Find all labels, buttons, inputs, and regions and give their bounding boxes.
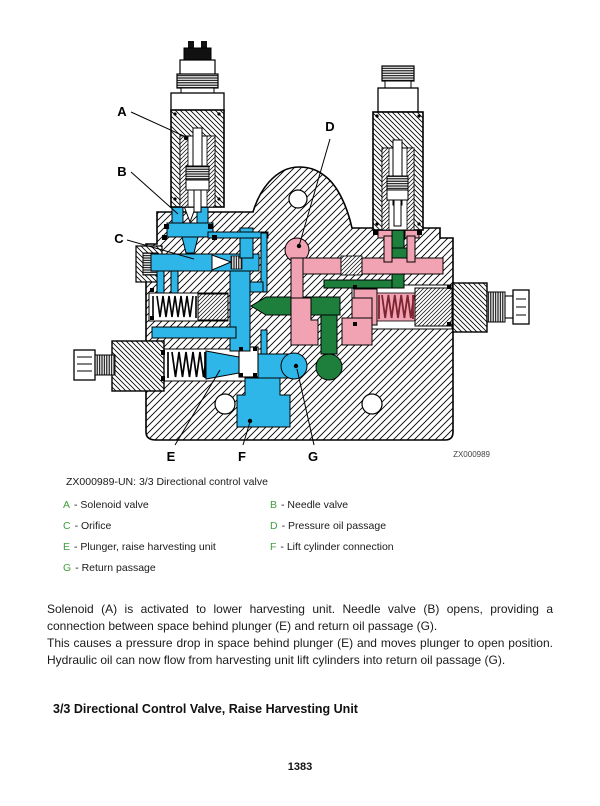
casting-hole (215, 394, 235, 414)
bolt-left (74, 341, 164, 391)
figure-legend (63, 495, 394, 579)
figure-code: ZX000989 (453, 450, 490, 459)
casting-hole (362, 394, 382, 414)
legend-item-b (270, 495, 394, 516)
legend-item-d (270, 516, 394, 537)
section-heading: 3/3 Directional Control Valve, Raise Harvesting Unit (53, 702, 358, 716)
legend-letter: E (63, 541, 71, 553)
bolt-right (453, 283, 529, 332)
legend-text: - Plunger, raise harvesting unit (74, 541, 216, 553)
label-a: A (117, 104, 127, 119)
legend-text: - Needle valve (281, 499, 349, 511)
legend-text: - Orifice (74, 520, 112, 532)
legend-letter: B (270, 499, 278, 511)
legend-text: - Lift cylinder connection (280, 541, 394, 553)
label-g: G (307, 449, 319, 464)
legend-text: - Pressure oil passage (281, 520, 387, 532)
legend-text: - Return passage (75, 562, 156, 574)
body-text (47, 601, 553, 669)
legend-item-f (270, 537, 394, 558)
legend-letter: C (63, 520, 71, 532)
legend-item-g (63, 558, 270, 579)
legend-letter: G (63, 562, 72, 574)
label-b: B (117, 164, 127, 179)
label-f: F (238, 449, 246, 464)
legend-letter: F (270, 541, 277, 553)
label-c: C (114, 231, 124, 246)
legend-letter: A (63, 499, 71, 511)
solenoid-right (373, 66, 423, 230)
legend-item-a (63, 495, 270, 516)
legend-letter: D (270, 520, 278, 532)
solenoid-left (171, 41, 224, 212)
label-e: E (166, 449, 176, 464)
body-paragraph-1: Solenoid (A) is activated to lower harvesting unit. Needle valve (B) opens, providing a connection between space behind plunger (E) and return oil passage (G). (47, 602, 553, 633)
legend-item-e (63, 537, 270, 558)
label-d: D (325, 119, 335, 134)
body-paragraph-2: This causes a pressure drop in space behind plunger (E) and moves plunger to open position. Hydraulic oil can now flow from harvesting unit lift cylinders into return oil passage (G). (47, 636, 553, 667)
page-number: 1383 (287, 761, 313, 773)
casting-hole (289, 190, 307, 208)
figure-caption: ZX000989-UN: 3/3 Directional control valve (66, 476, 268, 488)
legend-item-c (63, 516, 270, 537)
legend-text: - Solenoid valve (74, 499, 149, 511)
